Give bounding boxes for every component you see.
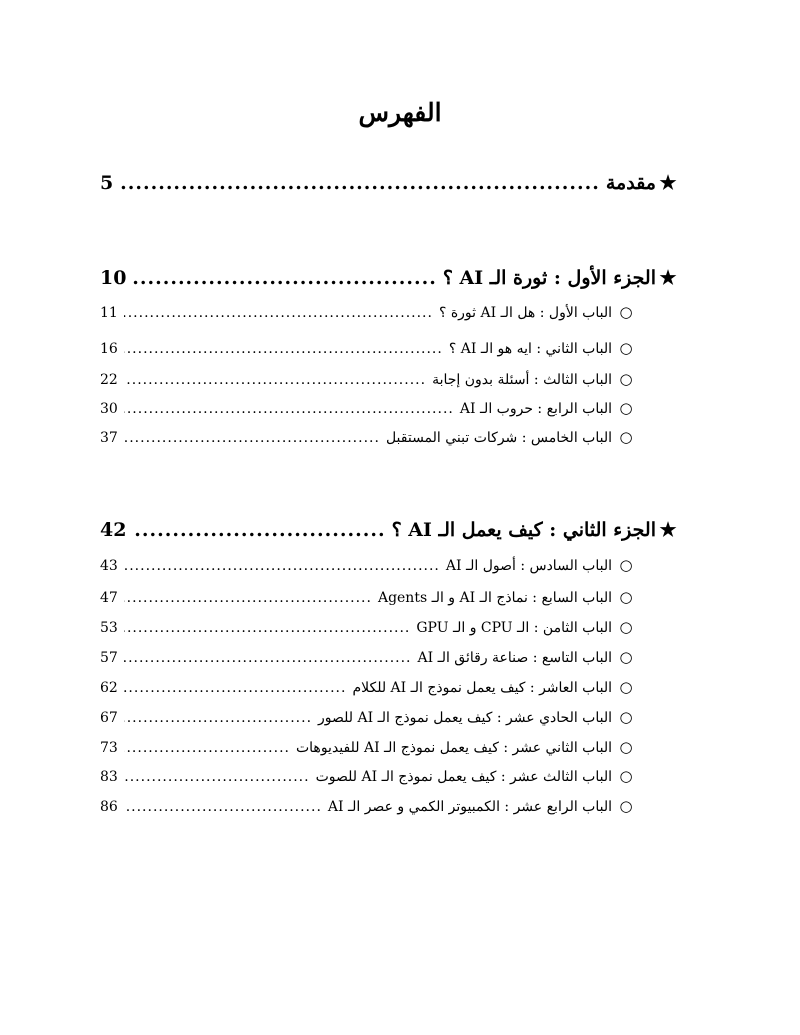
dot-leader [132,519,385,541]
chapter-label: الباب السابع : نماذج الـ AI و الـ Agents [377,590,612,606]
dot-leader [124,799,322,815]
page-number: 11 [100,305,118,321]
toc-chapter [100,797,640,815]
dot-leader [124,401,454,417]
chapter-label: الباب الرابع عشر : الكمبيوتر الكمي و عصر الـ AI [327,799,612,815]
page-title: الفهرس [358,98,442,127]
bullet-icon: ○ [619,370,633,388]
bullet-icon: ○ [619,797,633,815]
toc-chapter [100,339,640,357]
toc-entry-part1 [100,267,680,289]
toc-chapter [100,648,640,666]
toc-chapter [100,618,640,636]
page-number: 42 [100,519,127,541]
page-number: 5 [100,172,114,194]
dot-leader [124,710,312,726]
toc-entry-intro [100,172,680,194]
bullet-icon: ○ [619,588,633,606]
chapter-label: الباب التاسع : صناعة رقائق الـ AI [417,650,612,666]
dot-leader [124,680,347,696]
entry-label: الجزء الأول : ثورة الـ AI ؟ [442,267,656,289]
bullet-icon: ○ [619,556,633,574]
toc-chapter [100,678,640,696]
chapter-label: الباب الأول : هل الـ AI ثورة ؟ [438,305,612,321]
page-number: 83 [100,769,118,785]
dot-leader [124,650,412,666]
page-number: 73 [100,740,118,756]
bullet-icon: ○ [619,399,633,417]
toc-chapter [100,428,640,446]
page-number: 53 [100,620,118,636]
star-icon: ★ [659,267,677,289]
dot-leader [124,740,290,756]
toc-chapter [100,767,640,785]
chapter-label: الباب الخامس : شركات تبني المستقبل [385,430,612,446]
chapter-label: الباب الثالث : أسئلة بدون إجابة [432,372,612,388]
toc-chapter [100,556,640,574]
dot-leader [124,305,433,321]
dot-leader [124,769,310,785]
bullet-icon: ○ [619,708,633,726]
page-number: 37 [100,430,118,446]
entry-label: مقدمة [605,172,656,194]
dot-leader [124,341,443,357]
chapter-label: الباب الرابع : حروب الـ AI [459,401,612,417]
chapter-label: الباب الثاني : ايه هو الـ AI ؟ [448,341,612,357]
page-number: 43 [100,558,118,574]
page-number: 67 [100,710,118,726]
dot-leader [119,172,600,194]
dot-leader [124,558,440,574]
page-number: 86 [100,799,118,815]
page-number: 10 [100,267,127,289]
page-number: 47 [100,590,118,606]
page-number: 16 [100,341,118,357]
page-number: 30 [100,401,118,417]
bullet-icon: ○ [619,618,633,636]
dot-leader [124,620,411,636]
dot-leader [132,267,436,289]
chapter-label: الباب السادس : أصول الـ AI [445,558,612,574]
star-icon: ★ [659,172,677,194]
bullet-icon: ○ [619,678,633,696]
bullet-icon: ○ [619,738,633,756]
toc-chapter [100,738,640,756]
page-number: 57 [100,650,118,666]
entry-label: الجزء الثاني : كيف يعمل الـ AI ؟ [391,519,656,541]
chapter-label: الباب الثالث عشر : كيف يعمل نموذج الـ AI للصوت [315,769,612,785]
chapter-label: الباب الحادي عشر : كيف يعمل نموذج الـ AI للصور [318,710,612,726]
bullet-icon: ○ [619,767,633,785]
bullet-icon: ○ [619,303,633,321]
bullet-icon: ○ [619,648,633,666]
bullet-icon: ○ [619,339,633,357]
page-number: 62 [100,680,118,696]
toc-entry-part2 [100,519,680,541]
page-number: 22 [100,372,118,388]
toc-chapter [100,370,640,388]
toc-chapter [100,588,640,606]
dot-leader [124,372,426,388]
dot-leader [124,430,380,446]
toc-chapter [100,708,640,726]
chapter-label: الباب العاشر : كيف يعمل نموذج الـ AI للكلام [352,680,612,696]
dot-leader [124,590,372,606]
star-icon: ★ [659,519,677,541]
toc-chapter [100,303,640,321]
chapter-label: الباب الثامن : الـ CPU و الـ GPU [416,620,612,636]
bullet-icon: ○ [619,428,633,446]
toc-chapter [100,399,640,417]
chapter-label: الباب الثاني عشر : كيف يعمل نموذج الـ AI للفيديوهات [295,740,612,756]
